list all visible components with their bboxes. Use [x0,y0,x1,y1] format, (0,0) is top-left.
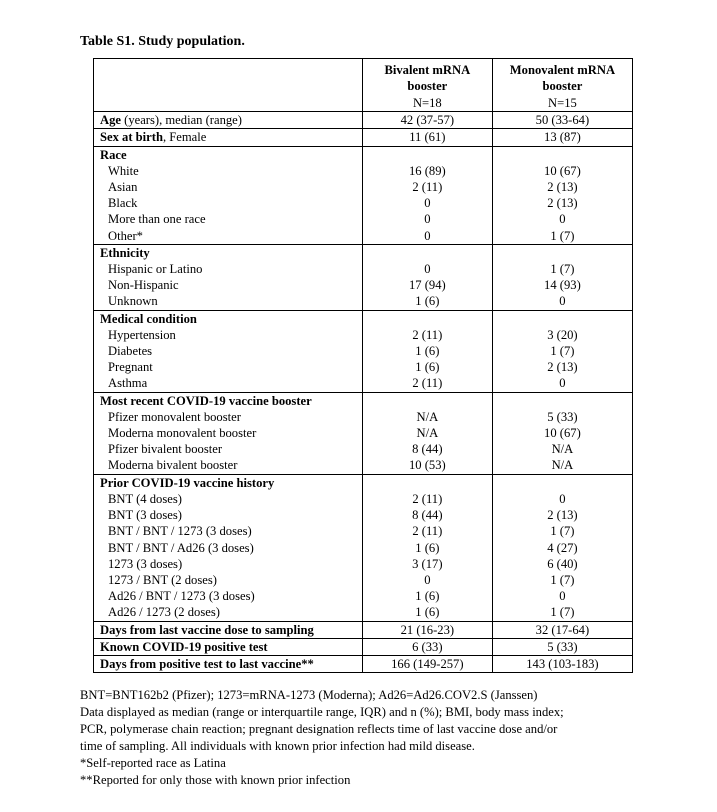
row-label: White [108,163,139,178]
table-row [94,441,633,457]
header-monovalent-line1: Monovalent mRNA [509,63,616,77]
cell-bivalent: N/A [362,409,492,425]
cell-monovalent: 10 (67) [492,425,632,441]
cell-bivalent: 1 (6) [362,359,492,375]
row-label: Hispanic or Latino [108,262,203,277]
cell-monovalent: 4 (27) [492,540,632,556]
cell-monovalent: 0 [492,375,632,392]
cell-monovalent: 32 (17-64) [492,621,632,638]
cell-monovalent: 6 (40) [492,556,632,572]
table-row [94,327,633,343]
footnote-race: *Self-reported race as Latina [80,756,226,770]
cell-bivalent: 1 (6) [362,604,492,621]
section-title: Race [100,147,127,162]
header-monovalent-line2: booster [542,79,583,94]
cell-monovalent: 0 [492,491,632,507]
row-label: 1273 (3 doses) [108,556,183,571]
cell-bivalent: 11 (61) [362,129,492,146]
cell-monovalent: 1 (7) [492,343,632,359]
cell-bivalent: 2 (11) [362,179,492,195]
section-title: Prior COVID-19 vaccine history [100,475,275,490]
table-row [94,523,633,539]
row-label-bold: Sex at birth [100,130,163,145]
table-row [94,588,633,604]
table-row [94,572,633,588]
row-label: Unknown [108,294,158,309]
row-label: Days from last vaccine dose to sampling [100,622,314,637]
row-label: BNT (3 doses) [108,508,182,523]
cell-bivalent: 3 (17) [362,556,492,572]
cell-monovalent: 0 [492,211,632,227]
cell-bivalent: 2 (11) [362,375,492,392]
row-label: Asian [108,180,138,195]
table-row [94,343,633,359]
cell-bivalent: 0 [362,211,492,227]
table-row [94,655,633,672]
cell-bivalent: 8 (44) [362,441,492,457]
cell-bivalent: 1 (6) [362,540,492,556]
row-label: BNT / BNT / 1273 (3 doses) [108,524,252,539]
table-row [94,129,633,146]
cell-monovalent: 5 (33) [492,409,632,425]
cell-monovalent: 13 (87) [492,129,632,146]
header-monovalent [492,59,632,112]
cell-bivalent: 6 (33) [362,638,492,655]
table-header-row [94,59,633,112]
cell-bivalent: 166 (149-257) [362,655,492,672]
table-title: Table S1. Study population. [80,34,245,49]
header-bivalent-line1: Bivalent mRNA [384,63,471,77]
row-label: More than one race [108,212,206,227]
cell-bivalent: 16 (89) [362,163,492,179]
cell-monovalent: 0 [492,293,632,310]
table-row [94,457,633,474]
row-label-rest: (years), median (range) [120,113,242,128]
footnote-data-display: Data displayed as median (range or interquartile range, IQR) and n (%); BMI, body mass index; [80,705,564,719]
row-label: Other* [108,228,143,243]
cell-bivalent: 0 [362,195,492,211]
table-row [94,211,633,227]
row-label: Diabetes [108,344,153,359]
cell-monovalent: 143 (103-183) [492,655,632,672]
row-label: Non-Hispanic [108,278,179,293]
cell-monovalent: 1 (7) [492,572,632,588]
cell-monovalent: 14 (93) [492,277,632,293]
table-row [94,179,633,195]
section-title: Medical condition [100,311,197,326]
row-label: Ad26 / BNT / 1273 (3 doses) [108,589,255,604]
cell-bivalent: 0 [362,228,492,245]
cell-bivalent: 2 (11) [362,327,492,343]
cell-bivalent: 1 (6) [362,588,492,604]
section-header-row [94,310,633,327]
cell-monovalent: 2 (13) [492,507,632,523]
cell-bivalent: 17 (94) [362,277,492,293]
cell-monovalent: 10 (67) [492,163,632,179]
table-row [94,293,633,310]
section-title: Ethnicity [100,245,150,260]
cell-monovalent: 5 (33) [492,638,632,655]
table-row [94,638,633,655]
cell-monovalent: 2 (13) [492,195,632,211]
table-row [94,425,633,441]
row-label: Moderna monovalent booster [108,426,257,441]
section-header-row [94,392,633,409]
section-header-row [94,244,633,261]
table-row [94,604,633,621]
table-row [94,540,633,556]
row-label: Black [108,196,138,211]
footnote-definitions: PCR, polymerase chain reaction; pregnant designation reflects time of last vaccine dose and/or [80,722,558,736]
cell-monovalent: 1 (7) [492,604,632,621]
cell-bivalent: 2 (11) [362,491,492,507]
table-row [94,507,633,523]
table-row [94,556,633,572]
cell-bivalent: 10 (53) [362,457,492,474]
table-row [94,261,633,277]
footnote-reported: **Reported for only those with known prior infection [80,773,351,787]
table-row [94,277,633,293]
footnote-abbreviations: BNT=BNT162b2 (Pfizer); 1273=mRNA-1273 (Moderna); Ad26=Ad26.COV2.S (Janssen) [80,688,538,702]
table-row [94,621,633,638]
row-label: 1273 / BNT (2 doses) [108,572,217,587]
footnote-sampling: time of sampling. All individuals with known prior infection had mild disease. [80,739,475,753]
cell-bivalent: 0 [362,261,492,277]
row-label: Hypertension [108,327,176,342]
cell-monovalent: 1 (7) [492,228,632,245]
header-bivalent-line2: booster [407,79,448,94]
header-monovalent-n: N=15 [548,95,577,110]
header-bivalent-n: N=18 [412,95,442,110]
table-row [94,163,633,179]
table-row [94,112,633,129]
cell-bivalent: 21 (16-23) [362,621,492,638]
cell-monovalent: 50 (33-64) [492,112,632,129]
cell-bivalent: 1 (6) [362,343,492,359]
header-bivalent [362,59,492,112]
cell-monovalent: N/A [492,441,632,457]
section-header-row [94,146,633,163]
row-label-rest: , Female [162,130,207,145]
table-row [94,195,633,211]
row-label: Pregnant [108,360,153,375]
cell-bivalent: 42 (37-57) [362,112,492,129]
section-title: Most recent COVID-19 vaccine booster [100,393,312,408]
row-label: Known COVID-19 positive test [100,639,268,654]
table-row [94,228,633,245]
section-header-row [94,474,633,491]
row-label: Asthma [108,376,148,391]
study-population-table [93,58,633,673]
cell-monovalent: 1 (7) [492,261,632,277]
row-label: Pfizer monovalent booster [108,409,241,424]
table-row [94,409,633,425]
table-row [94,375,633,392]
cell-bivalent: N/A [362,425,492,441]
row-label: Ad26 / 1273 (2 doses) [108,605,220,620]
cell-bivalent: 0 [362,572,492,588]
cell-monovalent: 3 (20) [492,327,632,343]
header-empty-cell [94,59,363,112]
cell-bivalent: 1 (6) [362,293,492,310]
cell-bivalent: 2 (11) [362,523,492,539]
row-label-bold: Age [100,113,121,128]
row-label: Days from positive test to last vaccine** [100,656,314,671]
table-footnotes [80,687,660,789]
table-row [94,359,633,375]
row-label: BNT / BNT / Ad26 (3 doses) [108,540,254,555]
cell-monovalent: 2 (13) [492,359,632,375]
row-label: Pfizer bivalent booster [108,442,223,457]
cell-bivalent: 8 (44) [362,507,492,523]
table-row [94,491,633,507]
cell-monovalent: 2 (13) [492,179,632,195]
cell-monovalent: 1 (7) [492,523,632,539]
row-label: Moderna bivalent booster [108,458,238,473]
row-label: BNT (4 doses) [108,491,182,506]
cell-monovalent: N/A [492,457,632,474]
cell-monovalent: 0 [492,588,632,604]
